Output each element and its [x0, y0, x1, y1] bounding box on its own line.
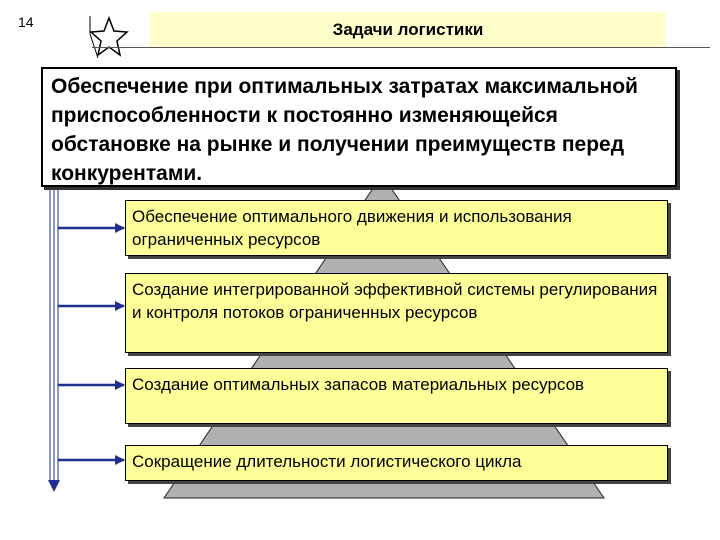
task-box-4	[125, 445, 668, 481]
slide-number: 14	[18, 14, 34, 30]
task-text: Обеспечение оптимального движения и использования ограниченных ресурсов	[132, 207, 572, 249]
task-box-1	[125, 200, 668, 256]
task-box-2	[125, 273, 668, 353]
main-goal-text: Обеспечение при оптимальных затратах максимальной приспособленности к постоянно изменяющейся обстановке на рынке и получении преимуществ перед конкурентами.	[51, 75, 638, 185]
task-box-3	[125, 368, 668, 424]
main-goal-box	[41, 67, 677, 187]
task-text: Создание оптимальных запасов материальных ресурсов	[132, 375, 585, 394]
page-title: Задачи логистики	[332, 20, 484, 39]
task-text: Создание интегрированной эффективной системы регулирования и контроля потоков ограниченных ресурсов	[132, 280, 658, 322]
task-text: Сокращение длительности логистического цикла	[132, 452, 522, 471]
